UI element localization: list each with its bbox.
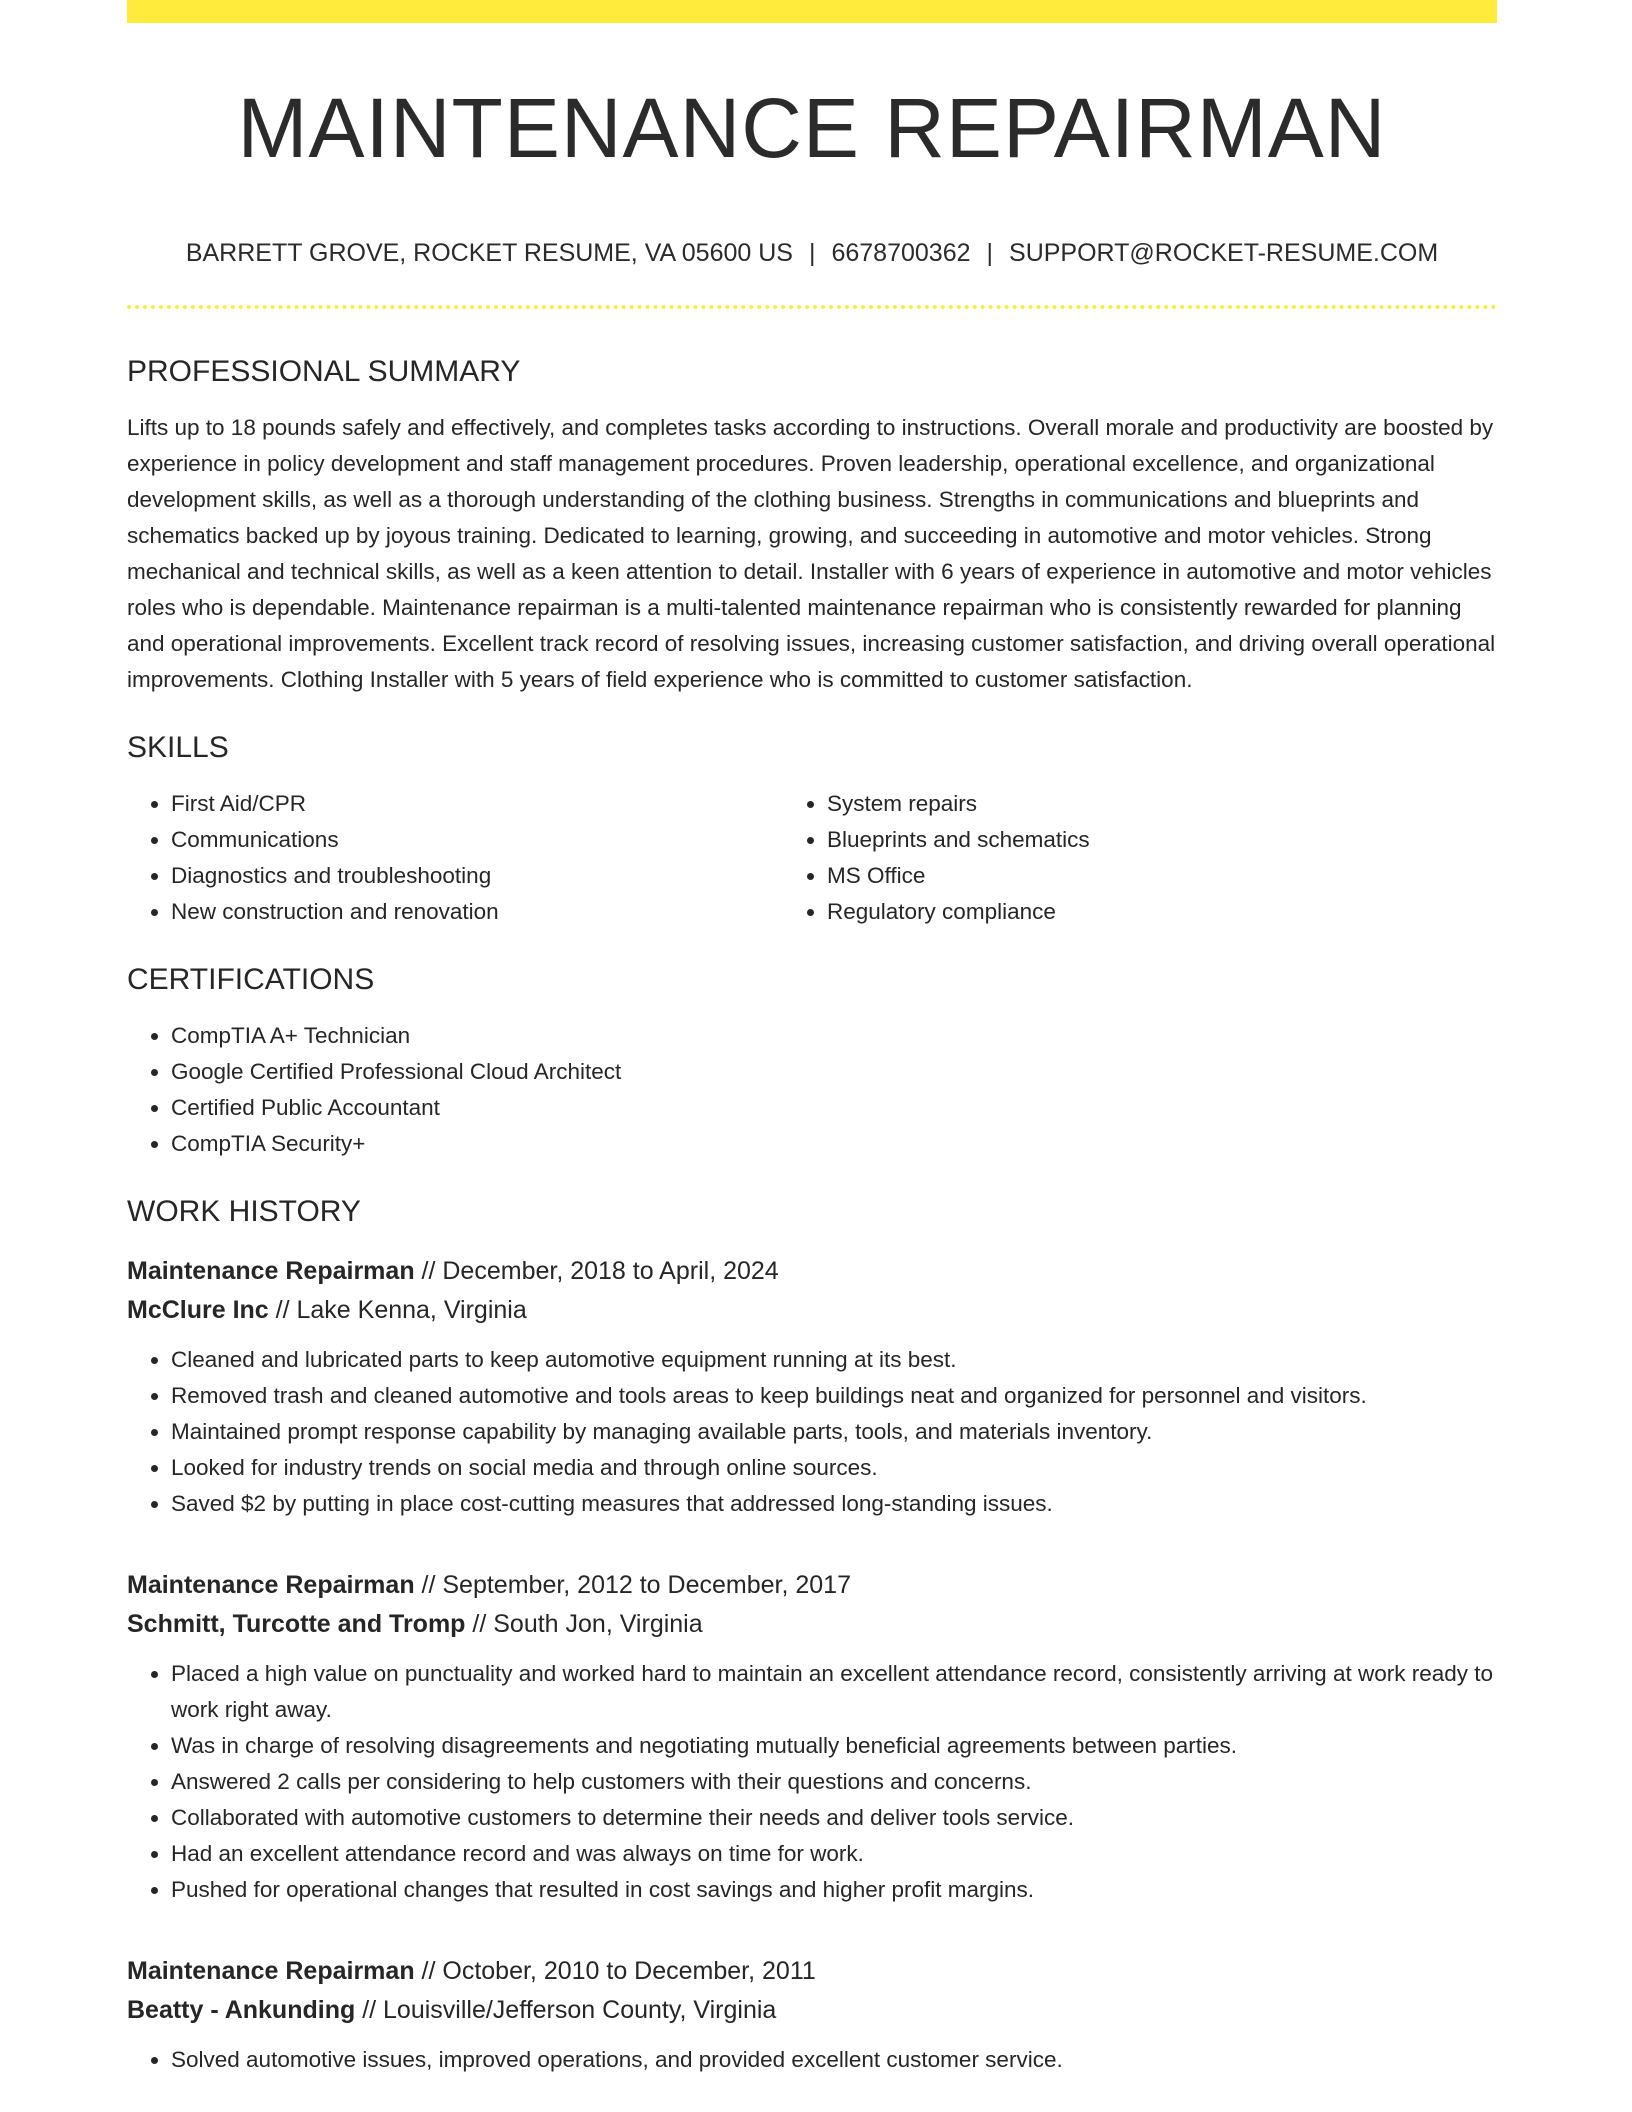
skills-heading: SKILLS [127,731,229,764]
job-title-line [127,1566,1497,1605]
job-duty: • Had an excellent attendance record and was always on time for work. [171,1836,1497,1872]
job-entry [127,1952,1497,2078]
job-duty: • Looked for industry trends on social media and through online sources. [171,1450,1497,1486]
skills-section [127,728,1497,930]
certification-item: • CompTIA Security+ [171,1126,1497,1162]
job-duties-list [127,1656,1497,1908]
skills-list-left [127,786,783,930]
job-entry [127,1566,1497,1908]
certifications-heading: CERTIFICATIONS [127,963,375,996]
job-duties-list [127,2042,1497,2078]
contact-phone: 6678700362 [831,239,971,267]
summary-text: Lifts up to 18 pounds safely and effectively, and completes tasks according to instructions. Overall morale and productivity are boosted by experience in policy development and staff management procedures. Proven leadership, operational excellence, and organizational development skills, as well as a thorough understanding of the clothing business. Strengths in communications and blueprints and schematics backed up by joyous training. Dedicated to learning, growing, and succeeding in automotive and motor vehicles. Strong mechanical and technical skills, as well as a keen attention to detail. Installer with 6 years of experience in automotive and motor vehicles roles who is dependable. Maintenance repairman is a multi-talented maintenance repairman who is consistently rewarded for planning and operational improvements. Excellent track record of resolving issues, increasing customer satisfaction, and driving overall operational improvements. Clothing Installer with 5 years of field experience who is committed to customer satisfaction. [127,415,1496,692]
contact-separator: | [986,239,994,267]
job-duty: • Solved automotive issues, improved operations, and provided excellent customer service. [171,2042,1497,2078]
job-duty: • Saved $2 by putting in place cost-cutting measures that addressed long-standing issues. [171,1486,1497,1522]
job-dates: // December, 2018 to April, 2024 [414,1257,779,1285]
work-history-heading: WORK HISTORY [127,1195,361,1228]
job-location: // South Jon, Virginia [465,1610,703,1638]
certification-item: • CompTIA A+ Technician [171,1018,1497,1054]
job-duty: • Collaborated with automotive customers to determine their needs and deliver tools service. [171,1800,1497,1836]
job-duty: • Was in charge of resolving disagreements and negotiating mutually beneficial agreements between parties. [171,1728,1497,1764]
job-duty: • Removed trash and cleaned automotive and tools areas to keep buildings neat and organized for personnel and visitors. [171,1378,1497,1414]
job-title: Maintenance Repairman [127,1257,415,1285]
resume-title: MAINTENANCE REPAIRMAN [237,81,1387,175]
certification-item: • Google Certified Professional Cloud Architect [171,1054,1497,1090]
job-company: Schmitt, Turcotte and Tromp [127,1610,466,1638]
job-company: McClure Inc [127,1296,269,1324]
job-title: Maintenance Repairman [127,1571,415,1599]
job-duty: • Placed a high value on punctuality and worked hard to maintain an excellent attendance record, consistently arriving at work ready to work right away. [171,1656,1497,1728]
skill-item: • MS Office [827,858,1497,894]
skills-list-right [783,786,1497,930]
certifications-section [127,960,1497,1162]
job-duties-list [127,1342,1497,1522]
work-history-section [127,1192,1497,2078]
job-title: Maintenance Repairman [127,1957,415,1985]
job-entry [127,1252,1497,1522]
job-title-line [127,1952,1497,1991]
certifications-list [127,1018,1497,1162]
job-title-line [127,1252,1497,1291]
job-location: // Louisville/Jefferson County, Virginia [355,1996,777,2024]
skill-item: • Regulatory compliance [827,894,1497,930]
skills-columns [127,786,1497,930]
job-dates: // October, 2010 to December, 2011 [414,1957,816,1985]
job-duty: • Maintained prompt response capability by managing available parts, tools, and materials inventory. [171,1414,1497,1450]
job-company-line [127,1991,1497,2030]
skill-item: • Diagnostics and troubleshooting [171,858,783,894]
resume-body [127,352,1497,2078]
summary-heading: PROFESSIONAL SUMMARY [127,355,521,388]
contact-separator: | [808,239,816,267]
job-dates: // September, 2012 to December, 2017 [414,1571,851,1599]
summary-section [127,352,1497,698]
job-company-line [127,1605,1497,1644]
skill-item: • System repairs [827,786,1497,822]
skill-item: • Blueprints and schematics [827,822,1497,858]
job-duty: • Pushed for operational changes that resulted in cost savings and higher profit margins. [171,1872,1497,1908]
contact-email: SUPPORT@ROCKET-RESUME.COM [1009,239,1439,267]
job-location: // Lake Kenna, Virginia [268,1296,527,1324]
certification-item: • Certified Public Accountant [171,1090,1497,1126]
contact-address: BARRETT GROVE, ROCKET RESUME, VA 05600 US [185,239,793,267]
skill-item: • New construction and renovation [171,894,783,930]
job-company: Beatty - Ankunding [127,1996,356,2024]
skill-item: • First Aid/CPR [171,786,783,822]
dotted-divider [127,305,1497,309]
contact-line [127,236,1497,270]
accent-top-bar [127,0,1497,23]
job-company-line [127,1291,1497,1330]
job-duty: • Answered 2 calls per considering to help customers with their questions and concerns. [171,1764,1497,1800]
job-duty: • Cleaned and lubricated parts to keep automotive equipment running at its best. [171,1342,1497,1378]
skill-item: • Communications [171,822,783,858]
